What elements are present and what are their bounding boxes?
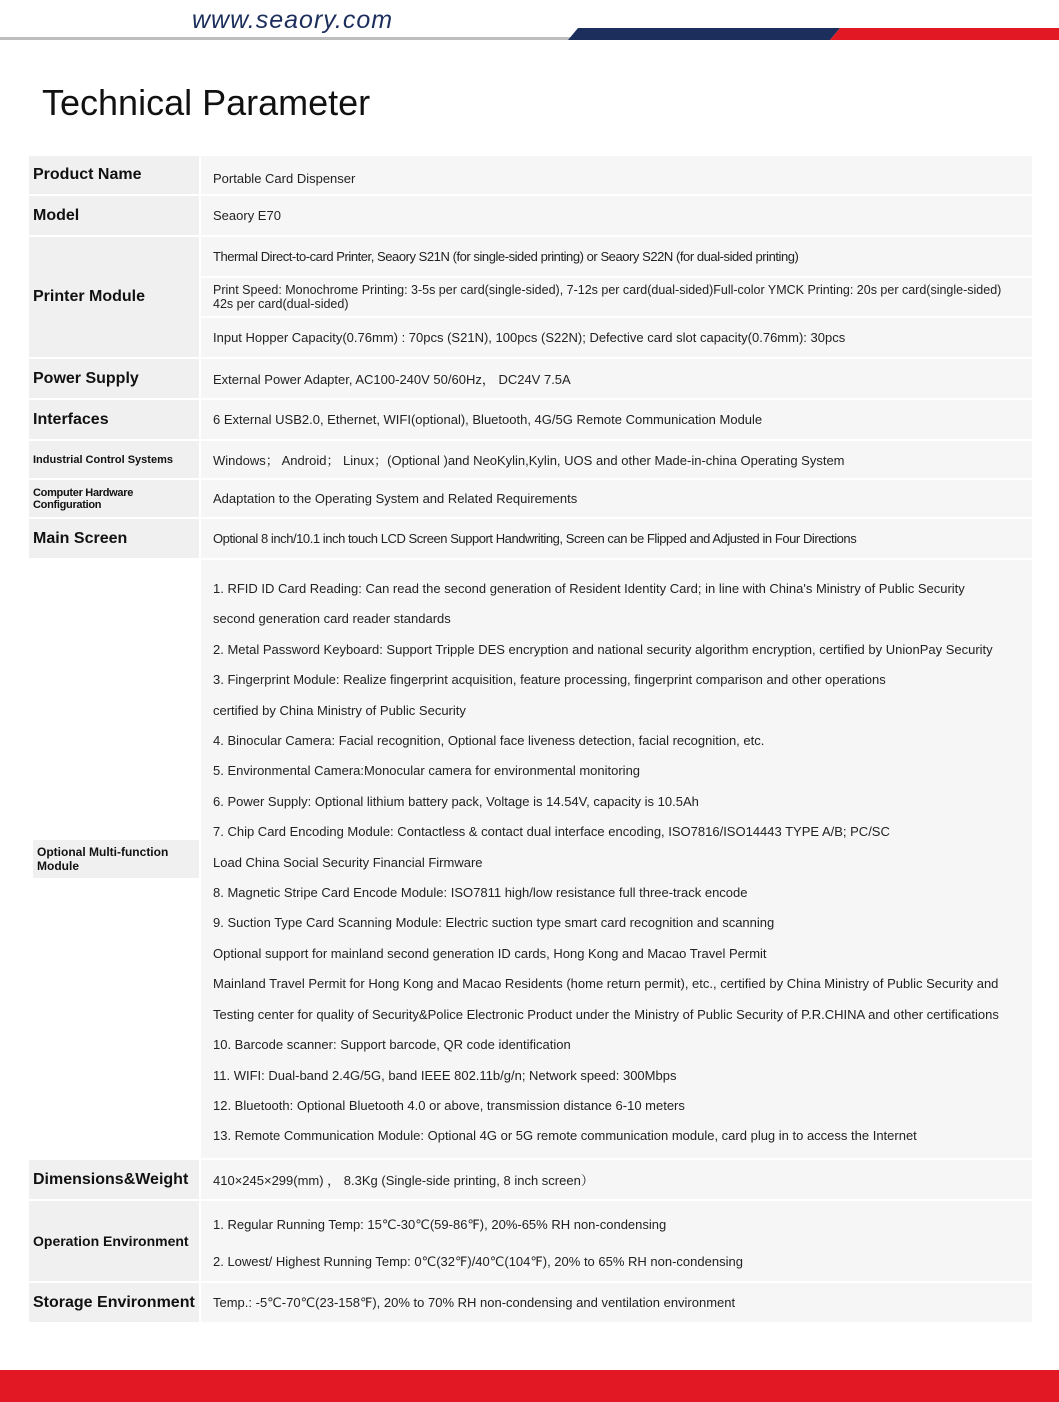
spec-label: Interfaces [29,400,199,439]
spec-value: Adaptation to the Operating System and Related Requirements [201,480,1032,517]
module-line: 2. Metal Password Keyboard: Support Tripple DES encryption and national security algorithm encryption, certified by UnionPay Security [213,641,993,657]
module-line: 13. Remote Communication Module: Optional 4G or 5G remote communication module, card plug in to access the Internet [213,1128,917,1144]
module-line: 4. Binocular Camera: Facial recognition, Optional face liveness detection, facial recognition, etc. [213,733,765,749]
spec-row-power-supply [29,359,1032,398]
spec-value: Portable Card Dispenser [201,156,1032,194]
spec-row-printer-module [29,237,1032,357]
spec-value: 6 External USB2.0, Ethernet, WIFI(optional), Bluetooth, 4G/5G Remote Communication Module [201,400,1032,439]
module-line: 10. Barcode scanner: Support barcode, QR code identification [213,1037,571,1053]
spec-label: Computer Hardware Configuration [29,480,199,517]
header-stripe-navy [568,28,840,40]
header-stripe-red [830,28,1059,40]
module-line: Load China Social Security Financial Firmware [213,854,483,870]
env-line: 1. Regular Running Temp: 15℃-30℃(59-86℉), 20%-65% RH non-condensing [213,1217,667,1232]
module-line: 12. Bluetooth: Optional Bluetooth 4.0 or above, transmission distance 6-10 meters [213,1097,685,1113]
module-line: Optional support for mainland second generation ID cards, Hong Kong and Macao Travel Permit [213,945,767,961]
module-line: 8. Magnetic Stripe Card Encode Module: ISO7811 high/low resistance full three-track encode [213,885,748,901]
spec-value-list [201,560,1032,1158]
spec-label: Power Supply [29,359,199,398]
page-title: Technical Parameter [42,82,371,123]
spec-row-optional-module [29,560,1032,1158]
spec-value: External Power Adapter, AC100-240V 50/60Hz， DC24V 7.5A [201,359,1032,398]
module-line: 11. WIFI: Dual-band 2.4G/5G, band IEEE 802.11b/g/n; Network speed: 300Mbps [213,1067,677,1083]
spec-value [201,1201,1032,1281]
spec-label: Storage Environment [29,1283,199,1322]
spec-row-interfaces [29,400,1032,439]
spec-value: 410×245×299(mm) ， 8.3Kg (Single-side printing, 8 inch screen） [201,1160,1032,1199]
module-line: 9. Suction Type Card Scanning Module: Electric suction type smart card recognition and scanning [213,915,775,931]
module-line: 5. Environmental Camera:Monocular camera for environmental monitoring [213,763,641,779]
spec-row-computer-hardware [29,480,1032,517]
module-line: 3. Fingerprint Module: Realize fingerprint acquisition, feature processing, fingerprint comparison and other operations [213,672,886,688]
spec-label: Main Screen [29,519,199,558]
spec-label: Optional Multi-function Module [33,840,199,878]
spec-row-product-name [29,156,1032,194]
spec-value: Temp.: -5℃-70℃(23-158℉), 20% to 70% RH non-condensing and ventilation environment [201,1283,1032,1322]
spec-label: Printer Module [29,237,199,357]
spec-label: Product Name [29,156,199,194]
spec-row-industrial-control [29,441,1032,478]
module-line: Testing center for quality of Security&Police Electronic Product under the Ministry of Public Security of P.R.CHINA and other certifications [213,1006,999,1022]
module-line: 7. Chip Card Encoding Module: Contactless & contact dual interface encoding, ISO7816/ISO14443 TYPE A/B; PC/SC [213,824,890,840]
spec-value: Input Hopper Capacity(0.76mm) : 70pcs (S21N), 100pcs (S22N); Defective card slot capacity(0.76mm): 30pcs [201,318,1032,357]
footer-band [0,1370,1059,1402]
spec-value: Optional 8 inch/10.1 inch touch LCD Screen Support Handwriting, Screen can be Flipped and Adjusted in Four Directions [201,519,1032,558]
spec-row-main-screen [29,519,1032,558]
module-line: Mainland Travel Permit for Hong Kong and Macao Residents (home return permit), etc., certified by China Ministry of Public Security and [213,976,999,992]
spec-value: Print Speed: Monochrome Printing: 3-5s per card(single-sided), 7-12s per card(dual-sided)Full-color YMCK Printing: 20s per card(single-sided) 42s per card(dual-sided) [201,278,1032,316]
spec-value: Seaory E70 [201,196,1032,235]
spec-label: Model [29,196,199,235]
spec-value: Thermal Direct-to-card Printer, Seaory S21N (for single-sided printing) or Seaory S22N (for dual-sided printing) [201,237,1032,276]
spec-label: Industrial Control Systems [29,441,199,478]
spec-row-storage-env [29,1283,1032,1322]
module-line: second generation card reader standards [213,611,451,627]
site-url[interactable]: www.seaory.com [192,6,394,34]
spec-value: Windows； Android； Linux；(Optional )and NeoKylin,Kylin, UOS and other Made-in-china Operating System [201,441,1032,478]
spec-label: Operation Environment [29,1201,199,1281]
spec-row-dimensions [29,1160,1032,1199]
spec-row-model [29,196,1032,235]
header-stripe [0,0,1059,42]
spec-row-operation-env [29,1201,1032,1281]
spec-table [29,156,1032,1324]
spec-label: Dimensions&Weight [29,1160,199,1199]
module-line: 6. Power Supply: Optional lithium battery pack, Voltage is 14.54V, capacity is 10.5Ah [213,793,699,809]
module-line: 1. RFID ID Card Reading: Can read the second generation of Resident Identity Card; in line with China's Ministry of Public Security [213,581,965,596]
module-line: certified by China Ministry of Public Security [213,702,466,718]
env-line: 2. Lowest/ Highest Running Temp: 0℃(32℉)/40℃(104℉), 20% to 65% RH non-condensing [213,1254,743,1269]
